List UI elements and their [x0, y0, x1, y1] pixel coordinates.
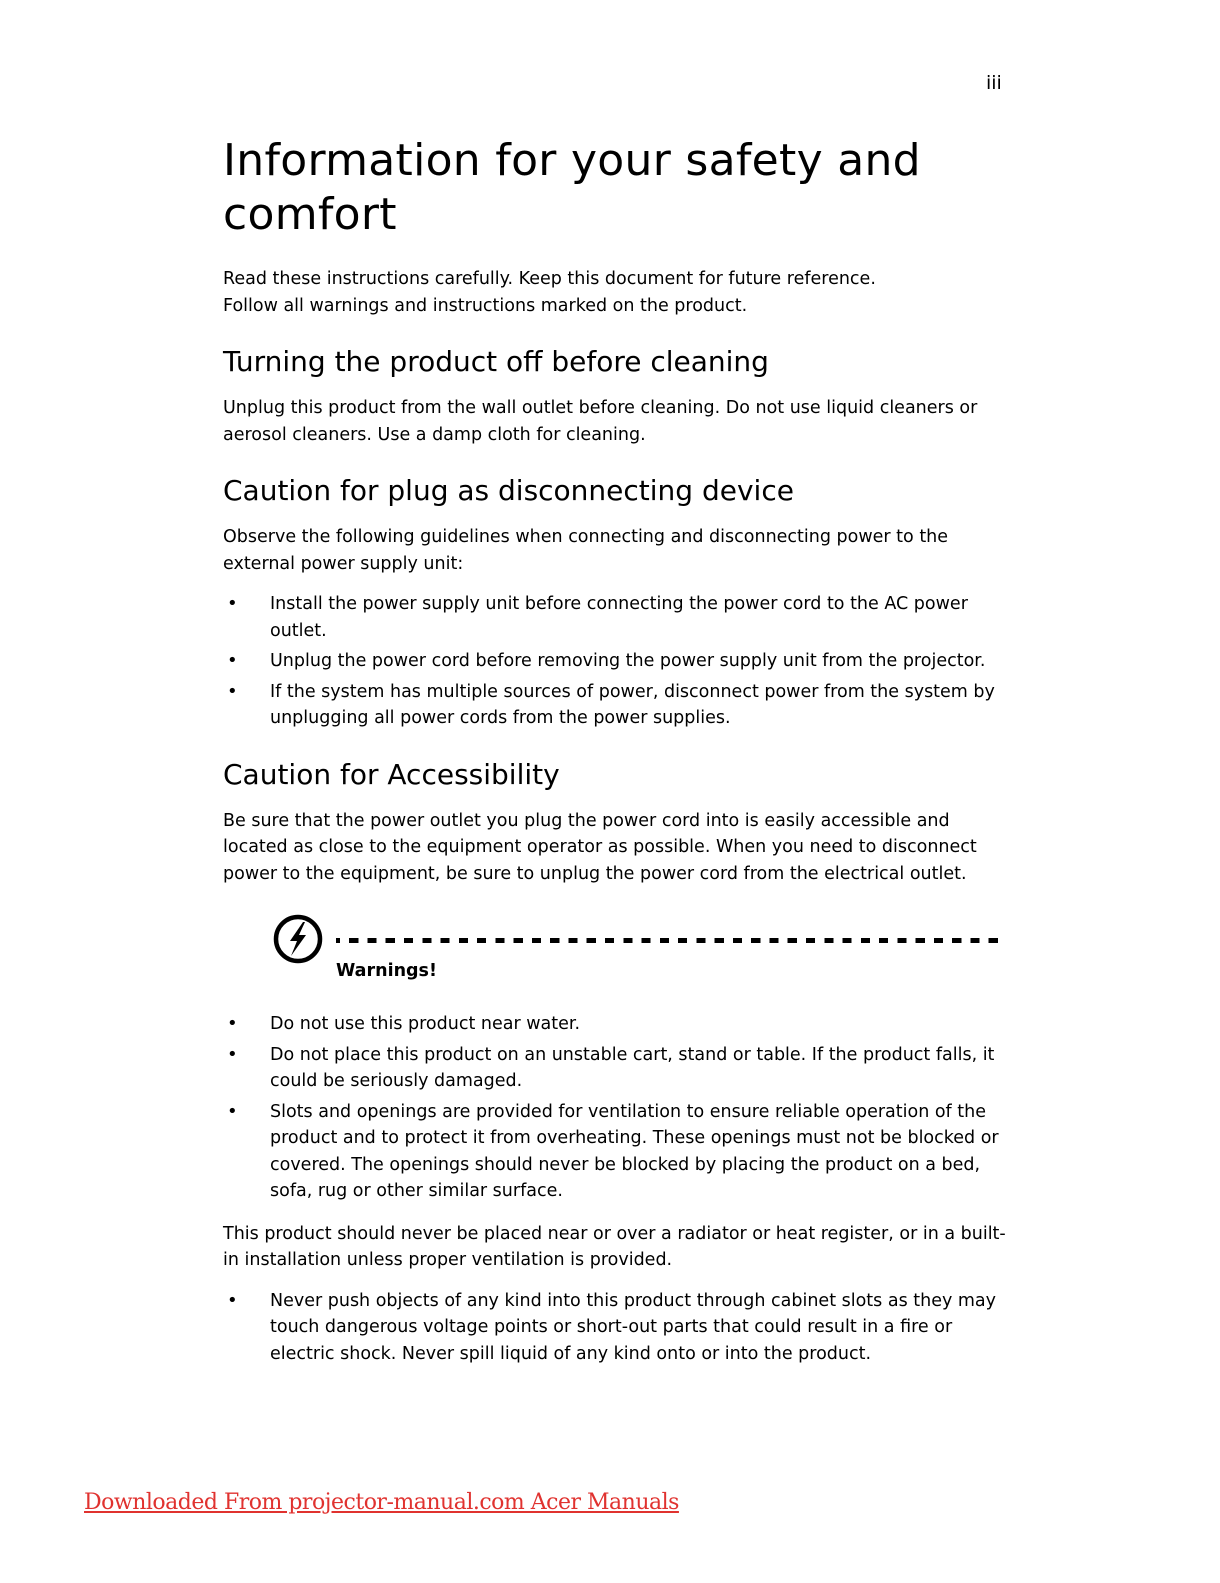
section-text-cleaning: Unplug this product from the wall outlet before cleaning. Do not use liquid cleaners or aerosol cleaners. Use a damp cloth for cleaning.	[223, 398, 978, 445]
lightning-warning-icon	[272, 913, 324, 965]
warning-label: Warnings!	[336, 961, 437, 981]
section-heading-accessibility: Caution for Accessibility	[223, 757, 560, 791]
intro-line-2: Follow all warnings and instructions marked on the product.	[223, 295, 748, 316]
warnings-list-2	[223, 1288, 1013, 1368]
document-body	[223, 134, 1013, 1367]
list-item: • If the system has multiple sources of power, disconnect power from the system by unplugging all power cords from the power supplies.	[223, 679, 1013, 732]
page-number: iii	[986, 72, 1002, 94]
list-item: • Install the power supply unit before connecting the power cord to the AC power outlet.	[223, 591, 1013, 644]
list-item: • Never push objects of any kind into this product through cabinet slots as they may touch dangerous voltage points or short-out parts that could result in a fire or electric shock. Never spill liquid of any kind onto or into the product.	[223, 1288, 1013, 1368]
footer-download-link[interactable]: Downloaded From projector-manual.com Acer Manuals	[84, 1490, 679, 1515]
section-text-accessibility: Be sure that the power outlet you plug the power cord into is easily accessible and located as close to the equipment operator as possible. When you need to disconnect power to the equipment, be sure to unplug the power cord from the electrical outlet.	[223, 810, 977, 884]
warning-callout	[223, 909, 1013, 993]
list-item: • Do not place this product on an unstable cart, stand or table. If the product falls, it could be seriously damaged.	[223, 1042, 1013, 1095]
intro-line-1: Read these instructions carefully. Keep this document for future reference.	[223, 269, 876, 289]
list-item: • Unplug the power cord before removing the power supply unit from the projector.	[223, 648, 1013, 675]
list-item: • Slots and openings are provided for ventilation to ensure reliable operation of the product and to protect it from overheating. These openings must not be blocked or covered. The openings should never be blocked by placing the product on a bed, sofa, rug or other similar surface.	[223, 1099, 1013, 1205]
section-text-plug: Observe the following guidelines when connecting and disconnecting power to the external power supply unit:	[223, 527, 949, 574]
plug-guidelines-list	[223, 591, 1013, 732]
ventilation-paragraph: This product should never be placed near or over a radiator or heat register, or in a built-in installation unless proper ventilation is provided.	[223, 1223, 1006, 1270]
warnings-list	[223, 1011, 1013, 1205]
list-item: • Do not use this product near water.	[223, 1011, 1013, 1038]
section-heading-plug: Caution for plug as disconnecting device	[223, 474, 794, 507]
section-heading-cleaning: Turning the product off before cleaning	[223, 345, 769, 378]
warning-divider	[336, 938, 1006, 943]
page-title: Information for your safety and comfort	[223, 135, 921, 240]
